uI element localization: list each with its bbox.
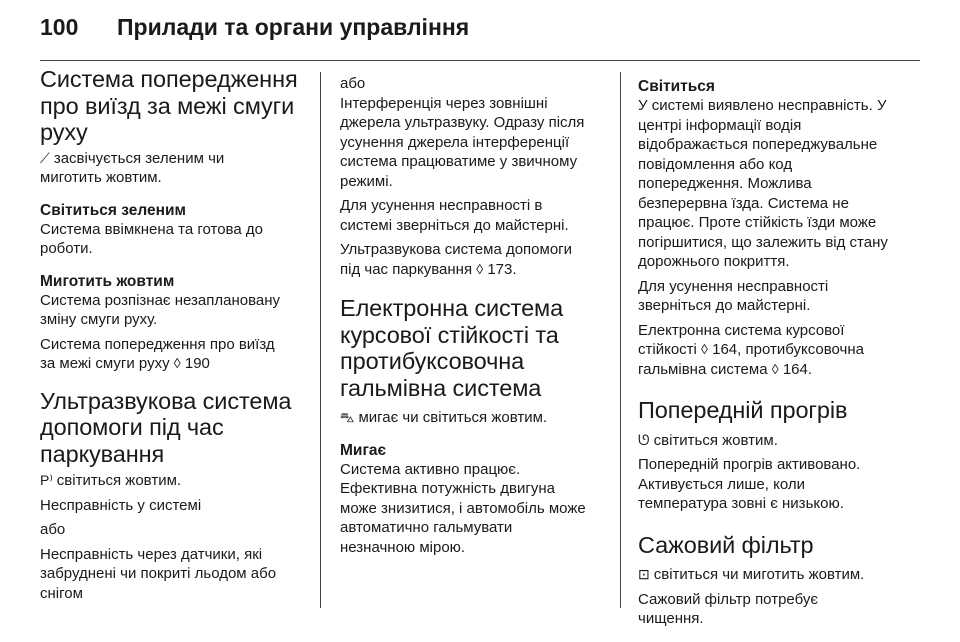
paragraph: Сажовий фільтр потребує чищення. (638, 590, 818, 627)
paragraph: У системі виявлено несправність. У центрі інформації водія відображається попереджувальне повідомлення або код попередження. Можлива безперервна їзда. Система не працює. Проте стійкість їзди може погіршитися, що залежить від стану дорожнього покриття. (638, 97, 888, 270)
stability-control-icon: ⛍ (340, 409, 355, 425)
column-divider (620, 72, 621, 608)
paragraph: Система ввімкнена та готова до роботи. (40, 220, 263, 257)
lane-departure-icon: ⟋ (40, 149, 50, 166)
section-heading-particulate-filter: Сажовий фільтр (638, 531, 814, 558)
header-rule (40, 60, 920, 61)
page-header (40, 14, 920, 54)
page-ref-arrow-icon: ◊ (701, 341, 708, 357)
section-heading-parking-assist: Ультразвукова система допомоги під час паркування (40, 387, 292, 467)
cross-reference: Система попередження про виїзд за межі смуги руху ◊ 190 (40, 335, 275, 372)
section-heading-lane-departure: Система попередження про виїзд за межі смуги руху (40, 66, 298, 145)
section-heading-preheat: Попередній прогрів (638, 397, 848, 423)
page-ref-arrow-icon: ◊ (771, 360, 779, 377)
section-heading-esc: Електронна система курсової стійкості та протибуксовочна гальмівна система (340, 295, 564, 401)
cross-reference: Ультразвукова система допомоги під час паркування ◊ 173. (340, 241, 573, 278)
particulate-filter-icon: ⊡ (638, 566, 650, 582)
column-1 (40, 66, 312, 603)
paragraph: Несправність у системі (40, 496, 202, 514)
subheading-green: Світиться зеленим (40, 201, 186, 219)
paragraph: Для усунення несправності в системі зверніться до майстерні. (340, 197, 569, 234)
subheading-blinks: Мигає (340, 441, 387, 459)
paragraph: або (40, 521, 66, 538)
paragraph: P⁾ світиться жовтим. (40, 472, 182, 489)
paragraph: ⛍ мигає чи світиться жовтим. (340, 409, 548, 426)
park-assist-icon: P⁾ (40, 472, 53, 488)
subheading-blinking: Миготить жовтим (40, 272, 175, 290)
paragraph: Попередній прогрів активовано. Активується лише, коли температура зовні є низькою. (638, 456, 861, 512)
paragraph: Несправність через датчики, які забруднені чи покриті льодом або снігом (40, 545, 277, 602)
column-2 (340, 66, 606, 557)
paragraph: Інтерференція через зовнішні джерела ультразвуку. Одразу після усунення джерела інтерференції система працюватиме у звичному режимі. (340, 94, 585, 190)
paragraph: або (340, 75, 366, 92)
page-ref-arrow-icon: ◊ (476, 260, 484, 277)
glow-plug-icon: ᘎ (638, 431, 650, 448)
page-number: 100 (40, 14, 79, 40)
page-title: Прилади та органи управління (117, 14, 470, 40)
page-ref-arrow-icon: ◊ (173, 355, 181, 371)
paragraph: ⟋ засвічується зеленим чи миготить жовтим. (40, 149, 225, 186)
paragraph: ⊡ світиться чи миготить жовтим. (638, 566, 865, 583)
paragraph: Система активно працює. Ефективна потужність двигуна може знизитися, і автомобіль може автоматично гальмувати незначною мірою. (340, 460, 586, 556)
paragraph: ᘎ світиться жовтим. (638, 431, 778, 449)
column-3 (638, 66, 920, 629)
cross-reference: Електронна система курсової стійкості ◊ 164, протибуксовочна гальмівна система ◊ 164. (638, 321, 864, 378)
subheading-lit: Світиться (638, 78, 715, 95)
column-divider (320, 72, 321, 608)
paragraph: Система розпізнає незаплановану зміну смуги руху. (40, 291, 281, 328)
paragraph: Для усунення несправності зверніться до майстерні. (638, 277, 829, 314)
